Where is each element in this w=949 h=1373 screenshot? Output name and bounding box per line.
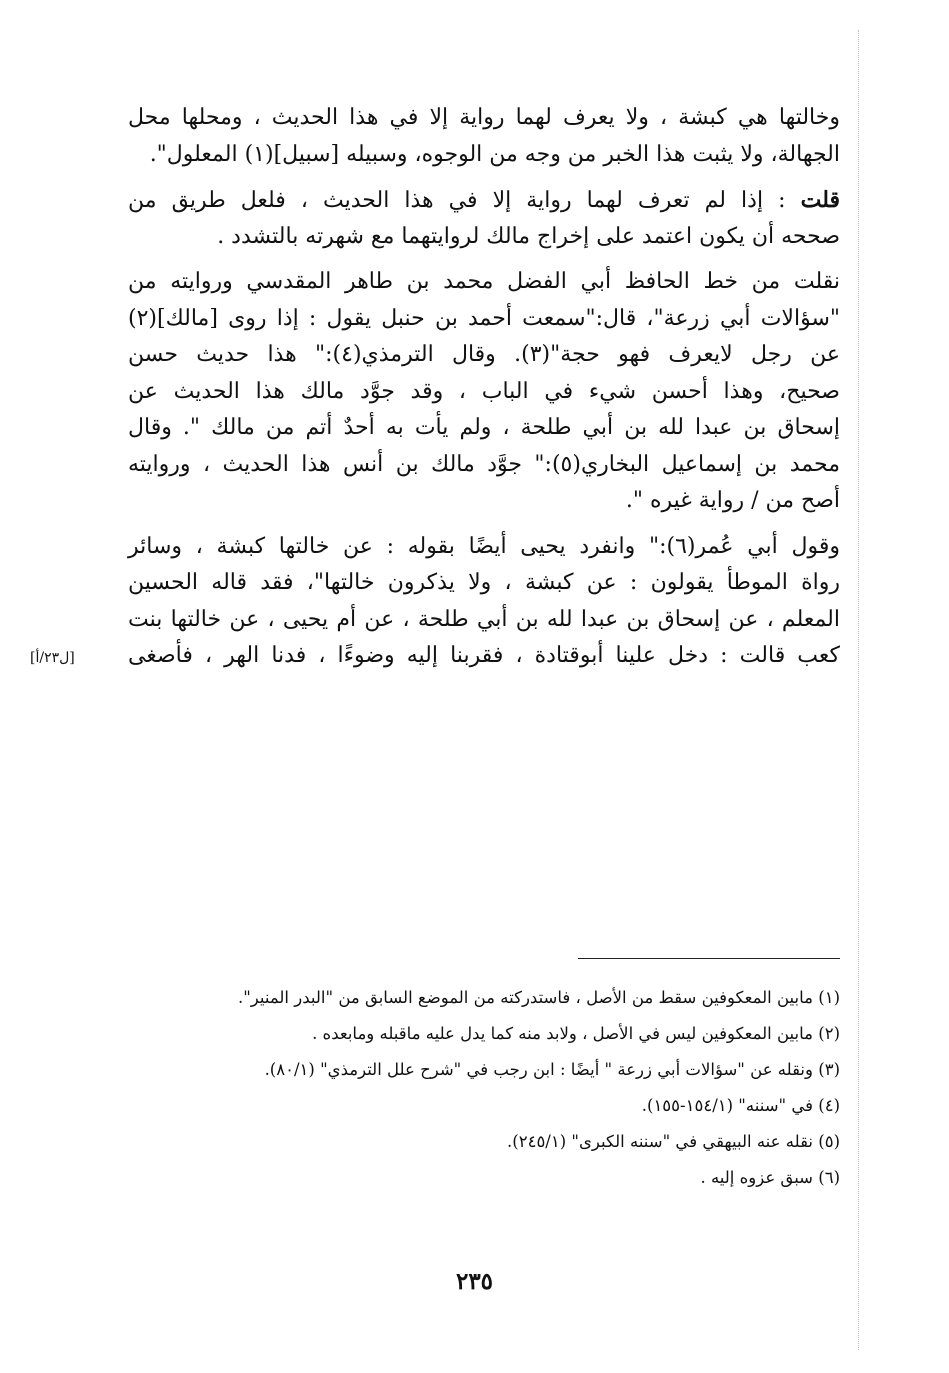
page-number: ٢٣٥ [455,1268,494,1295]
footnote-2: (٢) مابين المعكوفين ليس في الأصل ، ولابد منه كما يدل عليه ماقبله ومابعده . [312,1024,840,1043]
main-text [128,100,840,675]
text-line: أصح من / رواية غيره ". [625,488,840,513]
text-line: نقلت من خط الحافظ أبي الفضل محمد بن طاهر المقدسي وروايته من [128,269,840,294]
footnote-separator [578,958,840,959]
text-line [128,182,840,219]
manuscript-folio-note: [ل٢٣/أ] [30,650,75,666]
text-line: وخالتها هي كبشة ، ولا يعرف لهما رواية إلا في هذا الحديث ، ومحلها محل [128,105,840,130]
qultu-heading: قلت [800,187,840,213]
footnote-5: (٥) نقله عنه البيهقي في "سننه الكبرى" (٢٤٥/١). [507,1132,840,1151]
text-line: صححه أن يكون اعتمد على إخراج مالك لروايتهما مع شهرته بالتشدد . [217,223,840,249]
text-line-rest: : إذا لم تعرف لهما رواية إلا في هذا الحديث ، فلعل طريق من [128,188,801,213]
paragraph-2 [128,182,840,255]
paragraph-1 [128,100,840,173]
text-line: وقول أبي عُمر(٦):" وانفرد يحيى أيضًا بقوله : عن خالتها كبشة ، وسائر [128,533,840,559]
text-line: رواة الموطأ يقولون : عن كبشة ، ولا يذكرون خالتها"، فقد قاله الحسين [128,570,840,595]
footnote-3: (٣) ونقله عن "سؤالات أبي زرعة " أيضًا : ابن رجب في "شرح علل الترمذي" (٨٠/١). [264,1060,840,1079]
footnote-4: (٤) في "سننه" (١٥٤/١-١٥٥). [641,1096,840,1115]
footnote-6: (٦) سبق عزوه إليه . [700,1168,840,1187]
text-line: إسحاق بن عبدا لله بن أبي طلحة ، ولم يأت به أحدٌ أتم من مالك ". وقال [128,415,840,440]
text-line: محمد بن إسماعيل البخاري(٥):" جوَّد مالك بن أنس هذا الحديث ، وروايته [128,451,840,477]
text-line: "سؤالات أبي زرعة"، قال:"سمعت أحمد بن حنبل يقول : إذا روى [مالك](٢) [128,305,840,331]
text-line: صحيح، وهذا أحسن شيء في الباب ، وقد جوَّد مالك هذا الحديث عن [128,378,840,404]
text-line: كعب قالت : دخل علينا أبوقتادة ، فقربنا إليه وضوءًا ، فدنا الهر ، فأصغى [128,643,840,668]
footnote-1: (١) مابين المعكوفين سقط من الأصل ، فاستدركته من الموضع السابق من "البدر المنير". [237,988,840,1007]
page-edge-dotted-line [858,30,859,1350]
paragraph-4 [128,529,840,675]
footnotes [128,980,840,1196]
text-line: الجهالة، ولا يثبت هذا الخبر من وجه من الوجوه، وسبيله [سبيل](١) المعلول". [149,141,840,167]
text-line: عن رجل لايعرف فهو حجة"(٣). وقال الترمذي(٤):" هذا حديث حسن [128,342,841,367]
text-line: المعلم ، عن إسحاق بن عبدا لله بن أبي طلحة ، عن أم يحيى ، عن خالتها بنت [128,606,840,632]
paragraph-3 [128,264,840,520]
